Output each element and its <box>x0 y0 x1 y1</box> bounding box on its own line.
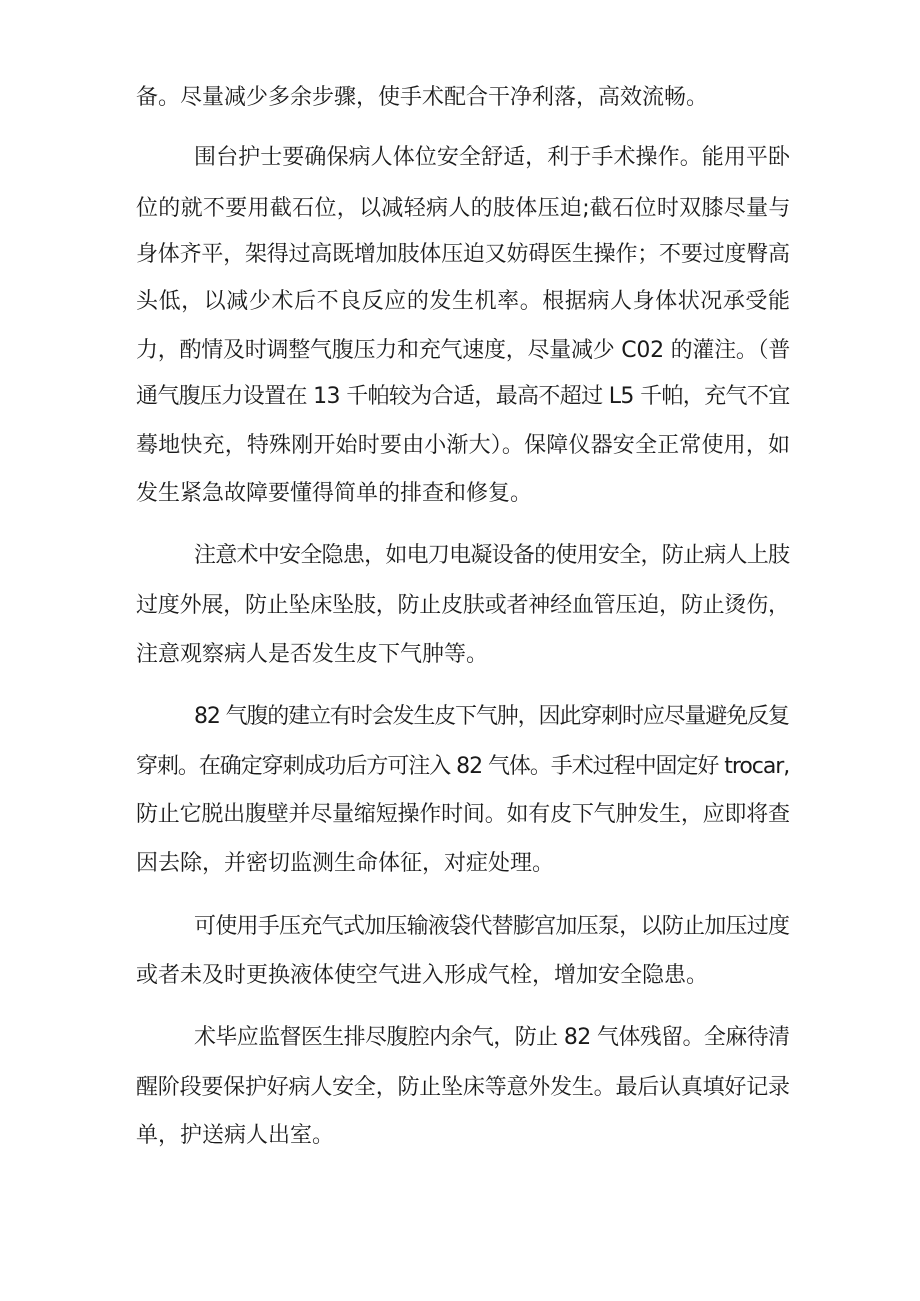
paragraph-4-line-1: 82 气腹的建立有时会发生皮下气肿，因此穿刺时应尽量避免反复 <box>194 704 789 729</box>
paragraph-2-line-3: 身体齐平，架得过高既增加肢体压迫又妨碍医生操作；不要过度臀高 <box>136 242 790 267</box>
paragraph-4-line-3: 防止它脱出腹壁并尽量缩短操作时间。如有皮下气肿发生，应即将查 <box>136 802 790 827</box>
paragraph-2-line-7: 蓦地快充，特殊刚开始时要由小渐大）。保障仪器安全正常使用，如 <box>136 433 791 458</box>
paragraph-6-line-2: 醒阶段要保护好病人安全，防止坠床等意外发生。最后认真填好记录 <box>136 1075 790 1100</box>
paragraph-3-line-2: 过度外展，防止坠床坠肢，防止皮肤或者神经血管压迫，防止烫伤， <box>136 593 790 618</box>
paragraph-4-line-2: 穿刺。在确定穿刺成功后方可注入 82 气体。手术过程中固定好 trocar, <box>136 754 790 779</box>
paragraph-3-line-3: 注意观察病人是否发生皮下气肿等。 <box>136 642 489 667</box>
paragraph-5-line-2: 或者未及时更换液体使空气进入形成气栓，增加安全隐患。 <box>136 963 709 988</box>
paragraph-3-line-1: 注意术中安全隐患，如电刀电凝设备的使用安全，防止病人上肢 <box>194 543 790 568</box>
paragraph-2-line-8: 发生紧急故障要懂得简单的排查和修复。 <box>136 481 533 506</box>
paragraph-6-line-1: 术毕应监督医生排尽腹腔内余气，防止 82 气体残留。全麻待清 <box>194 1025 790 1050</box>
paragraph-2-line-1: 围台护士要确保病人体位安全舒适，利于手术操作。能用平卧 <box>194 145 791 170</box>
paragraph-1-line-1: 备。尽量减少多余步骤，使手术配合干净利落，高效流畅。 <box>136 85 709 110</box>
paragraph-2-line-6: 通气腹压力设置在 13 千帕较为合适，最高不超过 L5 千帕，充气不宜 <box>136 384 790 409</box>
paragraph-5-line-1: 可使用手压充气式加压输液袋代替膨宫加压泵，以防止加压过度 <box>194 914 790 939</box>
paragraph-6-line-3: 单，护送病人出室。 <box>136 1123 335 1148</box>
paragraph-4-line-4: 因去除，并密切监测生命体征，对症处理。 <box>136 851 555 876</box>
paragraph-2-line-4: 头低，以减少术后不良反应的发生机率。根据病人身体状况承受能 <box>136 289 791 314</box>
paragraph-2-line-5: 力，酌情及时调整气腹压力和充气速度，尽量减少 C02 的灌注。（普 <box>136 338 791 363</box>
paragraph-2-line-2: 位的就不要用截石位，以减轻病人的肢体压迫;截石位时双膝尽量与 <box>136 196 791 221</box>
